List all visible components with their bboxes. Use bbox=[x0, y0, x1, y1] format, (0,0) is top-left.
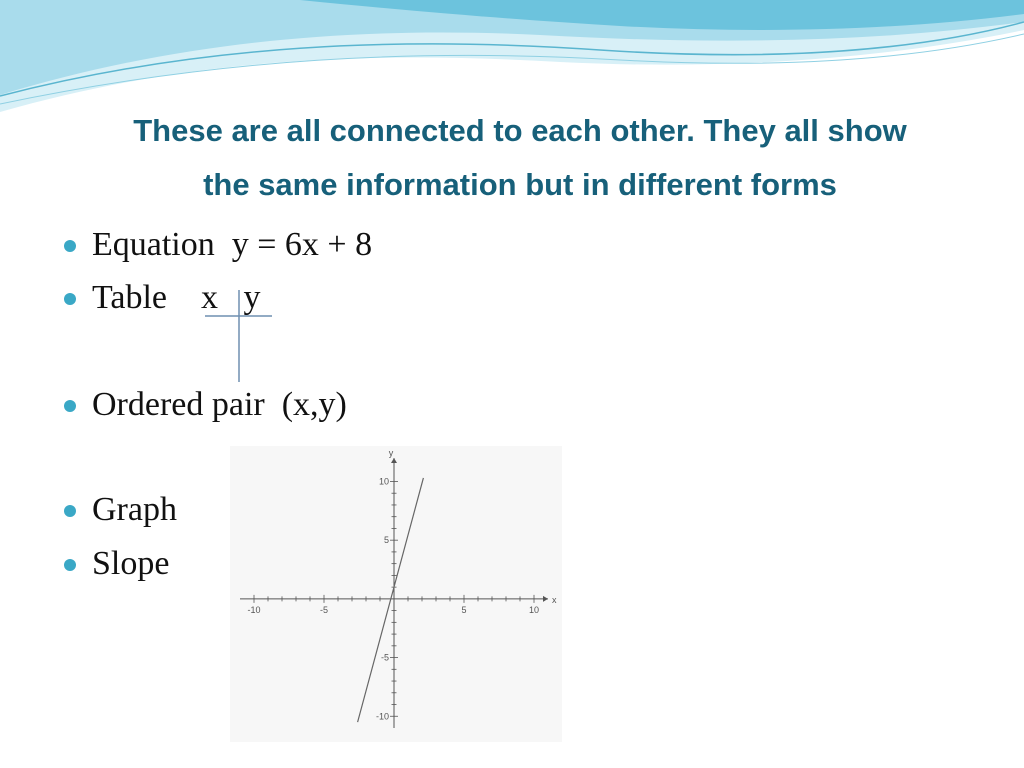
bullet-dot-icon bbox=[64, 505, 76, 517]
bullet-slope-text: Slope bbox=[92, 545, 170, 582]
bullet-graph-text: Graph bbox=[92, 491, 177, 528]
x-axis-label: x bbox=[552, 594, 557, 605]
bullet-table-text: Table x y bbox=[92, 279, 261, 316]
header-wave bbox=[0, 0, 1024, 120]
bullet-equation-text: Equation y = 6x + 8 bbox=[92, 226, 373, 263]
x-tick-label: -10 bbox=[247, 604, 261, 615]
slide-title bbox=[60, 104, 980, 212]
x-tick-label: -5 bbox=[319, 604, 329, 615]
bullet-dot-icon bbox=[64, 240, 76, 252]
x-tick-label: 5 bbox=[461, 604, 467, 615]
y-axis-label: y bbox=[388, 448, 394, 458]
x-tick-label: 10 bbox=[528, 604, 540, 615]
y-axis-arrow-icon bbox=[391, 458, 397, 463]
title-line-2: the same information but in different forms bbox=[203, 167, 837, 202]
y-tick-label: 10 bbox=[378, 476, 389, 487]
bullet-dot-icon bbox=[64, 400, 76, 412]
bullet-slope bbox=[62, 544, 170, 704]
graph-canvas bbox=[230, 446, 562, 742]
title-line-1: These are all connected to each other. They all show bbox=[133, 113, 907, 148]
y-tick-label: 5 bbox=[383, 535, 389, 546]
y-tick-label: -5 bbox=[380, 652, 389, 663]
bullet-ordered-pair-text: Ordered pair (x,y) bbox=[92, 386, 347, 423]
x-axis-arrow-icon bbox=[543, 596, 548, 602]
bullet-dot-icon bbox=[64, 293, 76, 305]
y-tick-label: -10 bbox=[375, 711, 389, 722]
series-line bbox=[358, 478, 424, 722]
bullet-dot-icon bbox=[64, 559, 76, 571]
line-graph bbox=[230, 446, 562, 742]
